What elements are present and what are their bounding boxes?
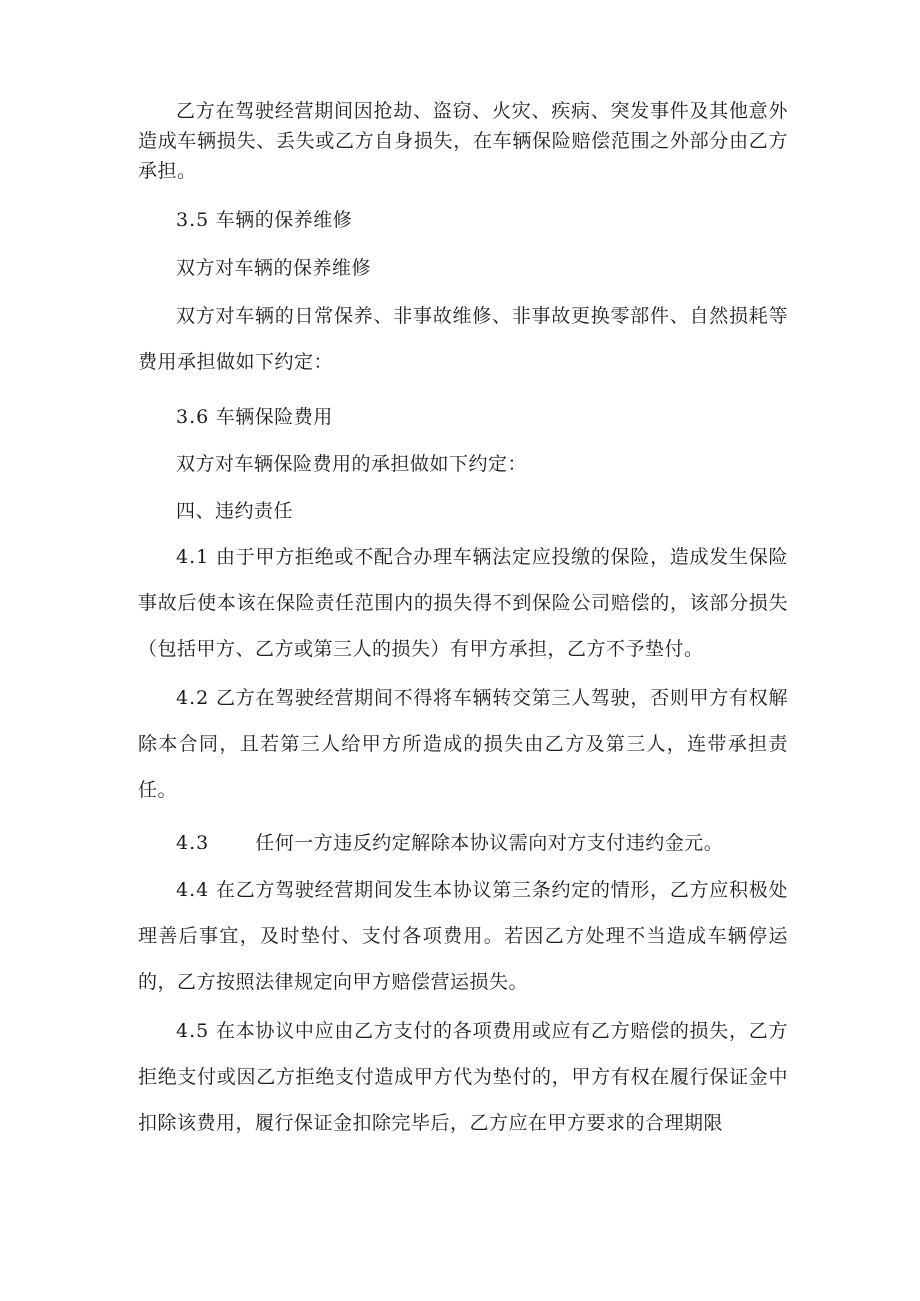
- clause-4-1: [138, 534, 788, 672]
- paragraph-maintenance-intro: [138, 256, 788, 280]
- clause-4-4: [138, 867, 788, 1005]
- paragraph-maintenance-terms: [138, 293, 788, 385]
- paragraph-text: 双方对车辆的日常保养、非事故维修、非事故更换零部件、自然损耗等费用承担做如下约定：: [138, 305, 788, 373]
- paragraph-text: 乙方在驾驶经营期间因抢劫、盗窃、火灾、疾病、突发事件及其他意外造成车辆损失、丢失或乙方自身损失，在车辆保险赔偿范围之外部分由乙方承担。: [138, 100, 788, 182]
- section-number: 3.6: [176, 406, 210, 428]
- section-title: 车辆的保养维修: [215, 209, 353, 231]
- clause-number: 4.4: [176, 879, 210, 901]
- paragraph-insurance-terms: [138, 452, 788, 476]
- section-heading-3-6: [138, 405, 788, 429]
- paragraph-accident-loss: [138, 96, 788, 186]
- clause-text: 由于甲方拒绝或不配合办理车辆法定应投缴的保险，造成发生保险事故后使本该在保险责任范围内的损失得不到保险公司赔偿的，该部分损失（包括甲方、乙方或第三人的损失）有甲方承担，乙方不予垫付。: [138, 546, 788, 660]
- section-heading-3-5: [138, 208, 788, 232]
- paragraph-text: 双方对车辆的保养维修: [176, 257, 372, 279]
- section-title: 四、违约责任: [176, 500, 294, 522]
- document-body: [138, 96, 788, 1146]
- section-number: 3.5: [176, 209, 210, 231]
- section-heading-breach: [138, 499, 788, 523]
- section-title: 车辆保险费用: [215, 406, 333, 428]
- clause-number: 4.3: [176, 832, 210, 854]
- clause-number: 4.5: [176, 1020, 210, 1042]
- clause-number: 4.2: [176, 687, 210, 709]
- clause-text: 任何一方违反约定解除本协议需向对方支付违约金元。: [255, 832, 724, 854]
- clause-text: 在本协议中应由乙方支付的各项费用或应有乙方赔偿的损失，乙方拒绝支付或因乙方拒绝支付造成甲方代为垫付的，甲方有权在履行保证金中扣除该费用，履行保证金扣除完毕后，乙方应在甲方要求的合理期限: [138, 1020, 788, 1134]
- clause-4-5: [138, 1008, 788, 1146]
- clause-number: 4.1: [176, 546, 210, 568]
- paragraph-text: 双方对车辆保险费用的承担做如下约定：: [176, 453, 528, 475]
- clause-4-3: [138, 831, 788, 855]
- clause-text: 乙方在驾驶经营期间不得将车辆转交第三人驾驶，否则甲方有权解除本合同，且若第三人给甲方所造成的损失由乙方及第三人，连带承担责任。: [138, 687, 788, 801]
- clause-4-2: [138, 675, 788, 813]
- clause-text: 在乙方驾驶经营期间发生本协议第三条约定的情形，乙方应积极处理善后事宜，及时垫付、支付各项费用。若因乙方处理不当造成车辆停运的，乙方按照法律规定向甲方赔偿营运损失。: [138, 879, 788, 993]
